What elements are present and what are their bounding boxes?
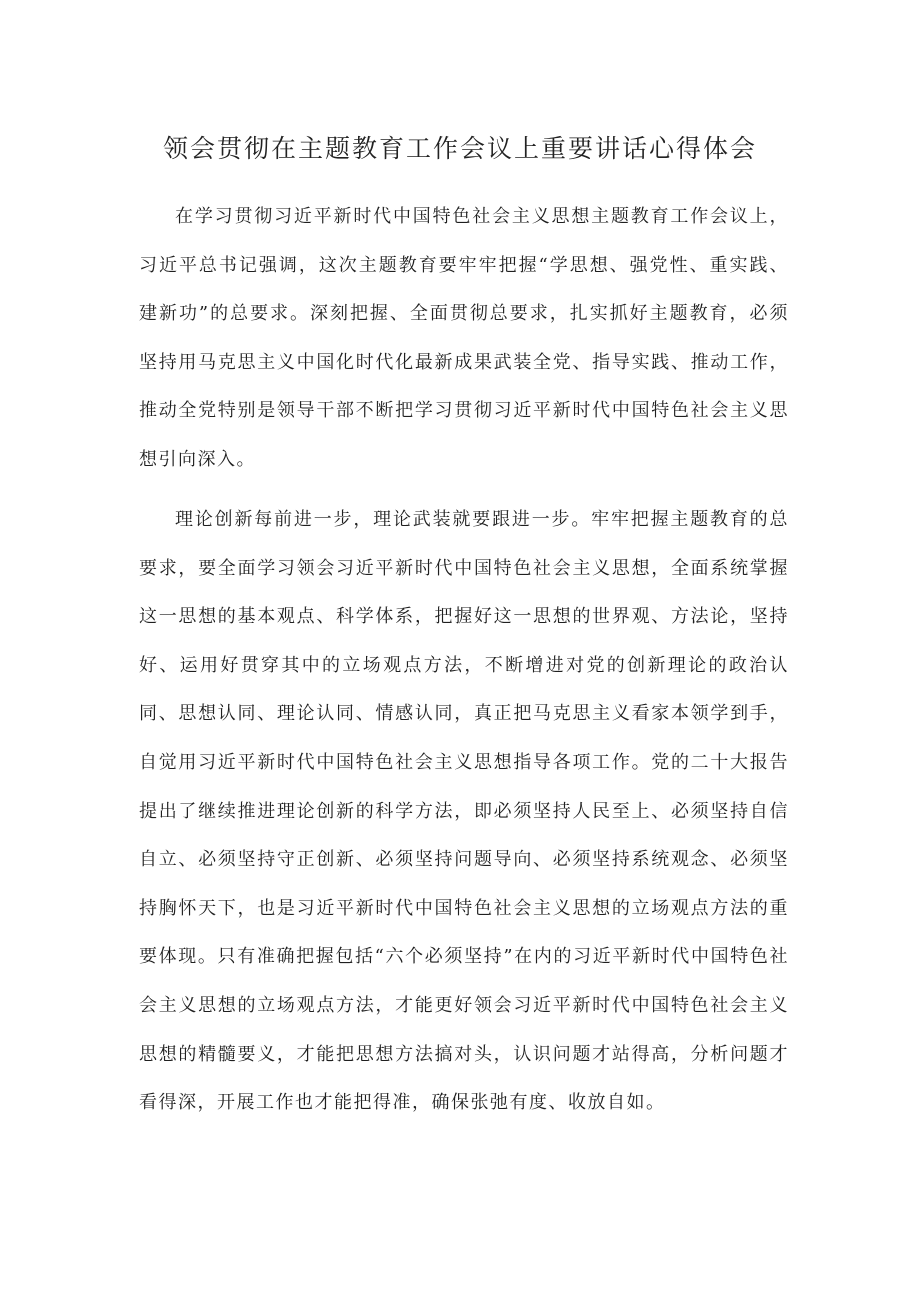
document-title: 领会贯彻在主题教育工作会议上重要讲话心得体会: [162, 134, 757, 163]
paragraph-2: 理论创新每前进一步，理论武装就要跟进一步。牢牢把握主题教育的总要求，要全面学习领会习近平新时代中国特色社会主义思想，全面系统掌握这一思想的基本观点、科学体系，把握好这一思想的世界观、方法论，坚持好、运用好贯穿其中的立场观点方法，不断增进对党的创新理论的政治认同、思想认同、理论认同、情感认同，真正把马克思主义看家本领学到手，自觉用习近平新时代中国特色社会主义思想指导各项工作。党的二十大报告提出了继续推进理论创新的科学方法，即必须坚持人民至上、必须坚持自信自立、必须坚持守正创新、必须坚持问题导向、必须坚持系统观念、必须坚持胸怀天下，也是习近平新时代中国特色社会主义思想的立场观点方法的重要体现。只有准确把握包括“六个必须坚持”在内的习近平新时代中国特色社会主义思想的立场观点方法，才能更好领会习近平新时代中国特色社会主义思想的精髓要义，才能把思想方法搞对头，认识问题才站得高，分析问题才看得深，开展工作也才能把得准，确保张弛有度、收放自如。: [139, 509, 789, 1114]
paragraph-1: 在学习贯彻习近平新时代中国特色社会主义思想主题教育工作会议上，习近平总书记强调，这次主题教育要牢牢把握“学思想、强党性、重实践、建新功”的总要求。深刻把握、全面贯彻总要求，扎实抓好主题教育，必须坚持用马克思主义中国化时代化最新成果武装全党、指导实践、推动工作，推动全党特别是领导干部不断把学习贯彻习近平新时代中国特色社会主义思想引向深入。: [139, 206, 789, 470]
